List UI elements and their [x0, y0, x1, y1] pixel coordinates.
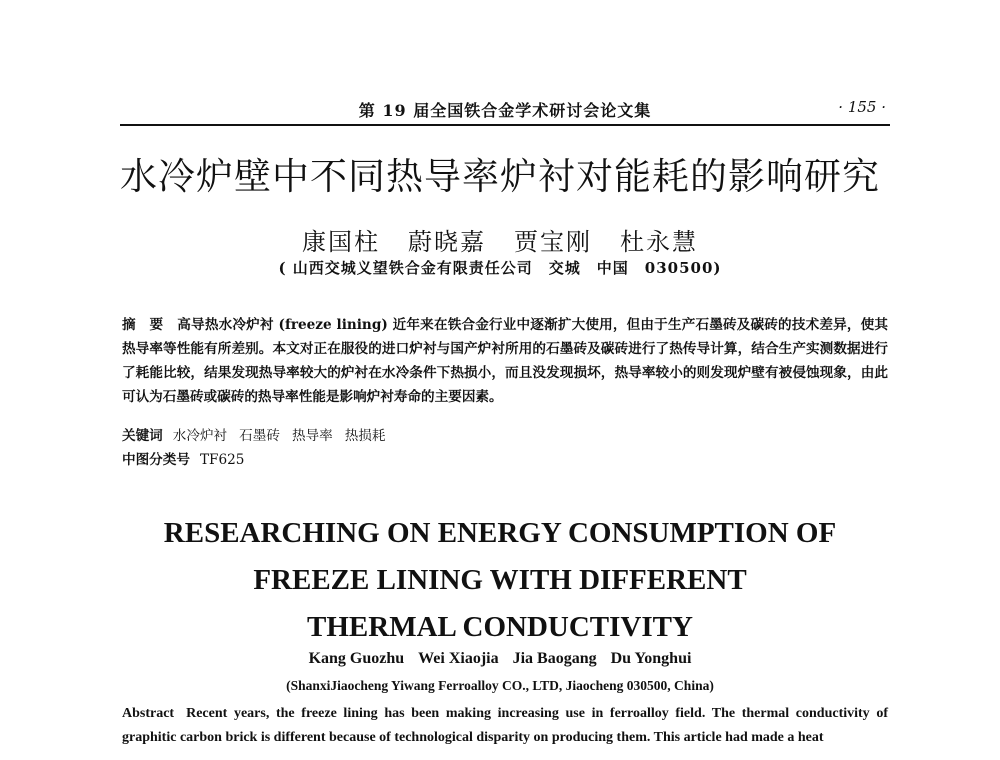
english-author-2: Wei Xiaojia	[418, 650, 499, 667]
classification-label: 中图分类号	[122, 452, 190, 468]
keyword-2: 石墨砖	[239, 428, 280, 444]
english-title-line-2: FREEZE LINING WITH DIFFERENT	[253, 564, 747, 596]
author-4: 杜永慧	[620, 228, 698, 256]
page-number: · 155 ·	[838, 98, 886, 116]
english-author-4: Du Yonghui	[610, 650, 692, 667]
classification-number	[122, 448, 244, 468]
english-author-3: Jia Baogang	[512, 650, 597, 667]
english-title-line-1: RESEARCHING ON ENERGY CONSUMPTION OF	[163, 517, 837, 549]
chinese-abstract-label: 摘 要	[122, 317, 164, 333]
english-authors	[0, 650, 1000, 668]
author-3: 贾宝刚	[514, 228, 592, 256]
chinese-abstract-text: 高导热水冷炉衬 (freeze lining) 近年来在铁合金行业中逐渐扩大使用，但由于生产石墨砖及碳砖的技术差异，使其热导率等性能有所差别。本文对正在服役的进口炉衬与国产炉衬所用的石墨砖及碳砖进行了热传导计算，结合生产实测数据进行了耗能比较，结果发现热导率较大的炉衬在水冷条件下热损小，而且没发现损坏，热导率较小的则发现炉壁有被侵蚀现象，由此可认为石墨砖或碳砖的热导率性能是影响炉衬寿命的主要因素。	[122, 317, 889, 405]
english-title-line-3: THERMAL CONDUCTIVITY	[307, 611, 693, 643]
keywords-label: 关键词	[122, 428, 163, 444]
chinese-authors	[0, 222, 1000, 257]
chinese-title: 水冷炉壁中不同热导率炉衬对能耗的影响研究	[120, 155, 880, 198]
chinese-abstract	[122, 313, 888, 409]
classification-value: TF625	[199, 452, 245, 468]
keyword-3: 热导率	[291, 428, 333, 444]
chinese-affiliation: ( 山西交城义望铁合金有限责任公司 交城 中国 030500)	[278, 259, 722, 277]
author-1: 康国柱	[302, 228, 380, 256]
keyword-4: 热损耗	[344, 428, 386, 444]
keyword-1: 水冷炉衬	[172, 428, 228, 444]
english-abstract-text: Recent years, the freeze lining has been making increasing use in ferroalloy field. The thermal conductivity of graphitic carbon brick is different because of technological disparity on producing them. This article had made a heat	[122, 706, 888, 745]
english-title	[0, 510, 1000, 651]
running-header	[120, 96, 890, 126]
chinese-keywords	[122, 424, 398, 444]
author-2: 蔚晓嘉	[408, 228, 486, 256]
english-affiliation: (ShanxiJiaocheng Yiwang Ferroalloy CO., LTD, Jiaocheng 030500, China)	[286, 678, 714, 693]
english-abstract-label: Abstract	[122, 706, 175, 721]
english-author-1: Kang Guozhu	[308, 650, 405, 667]
journal-title: 第 19 届全国铁合金学术研讨会论文集	[358, 101, 652, 120]
english-abstract	[122, 702, 888, 750]
